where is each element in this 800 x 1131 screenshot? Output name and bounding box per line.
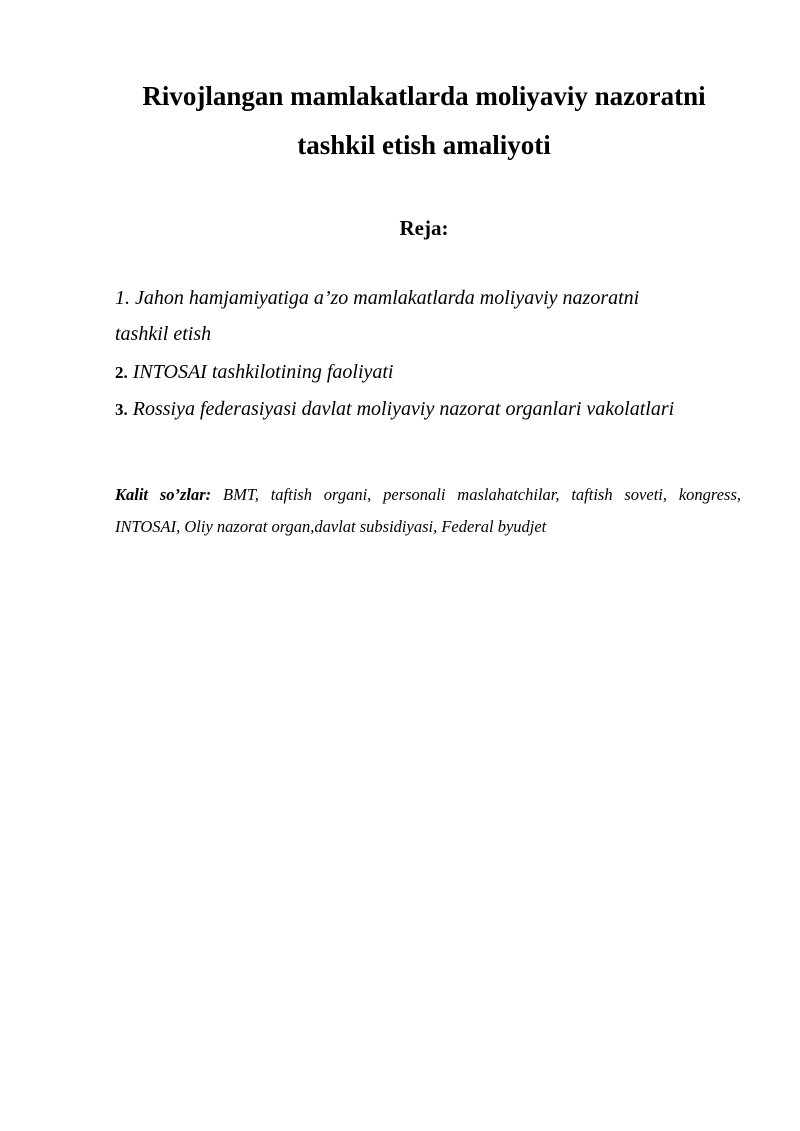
document-title-line-1: Rivojlangan mamlakatlarda moliyaviy nazoratni (142, 81, 706, 111)
plan-item-1-continuation (115, 320, 755, 348)
keywords-paragraph (115, 479, 741, 543)
plan-item-number: 1. (115, 287, 130, 309)
document-title-line-2: tashkil etish amaliyoti (297, 130, 551, 160)
plan-item-3 (115, 395, 755, 424)
keywords-list: BMT, taftish organi, personali maslahatchilar, taftish soveti, kongress, INTOSAI, Oliy nazorat organ,davlat subsidiyasi, Federal byudjet (115, 484, 741, 536)
plan-item-2 (115, 358, 755, 387)
keywords-label: Kalit so’zlar: (115, 484, 212, 504)
plan-heading: Reja: (399, 216, 449, 240)
plan-item-text: tashkil etish (115, 323, 212, 345)
plan-item-number: 3. (115, 400, 128, 419)
plan-item-number: 2. (115, 363, 128, 382)
plan-item-1 (115, 284, 755, 312)
plan-item-text: INTOSAI tashkilotining faoliyati (132, 361, 394, 383)
plan-item-text: Jahon hamjamiyatiga a’zo mamlakatlarda moliyaviy nazoratni (135, 287, 640, 309)
plan-item-text: Rossiya federasiyasi davlat moliyaviy nazorat organlari vakolatlari (132, 398, 675, 420)
